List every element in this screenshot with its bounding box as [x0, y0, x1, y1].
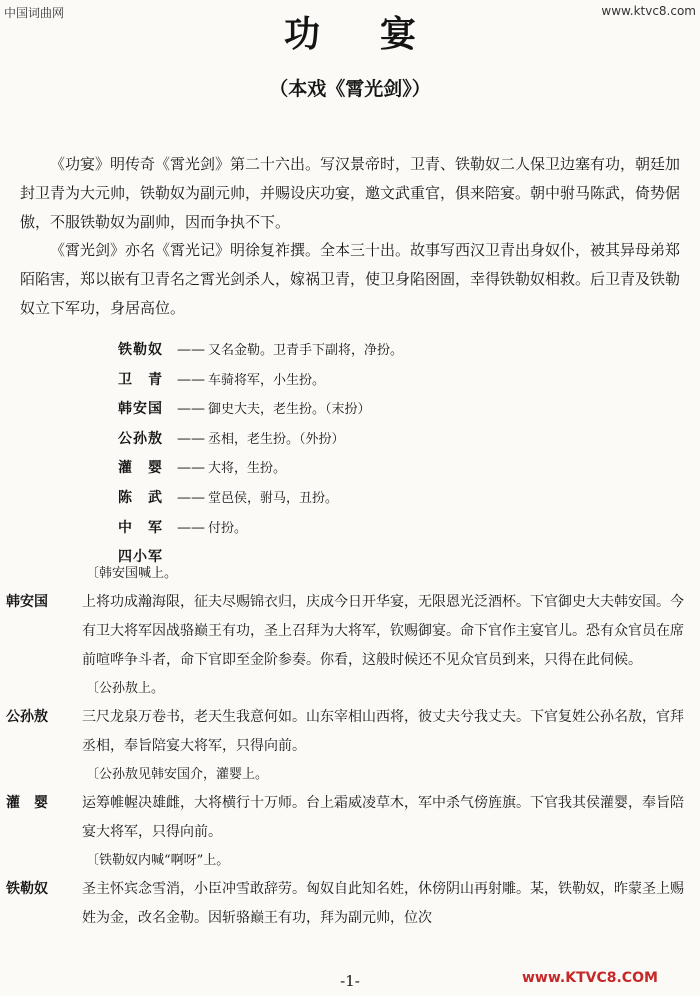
cast-role-name: 韩安国 — [118, 401, 163, 418]
speech — [0, 789, 700, 847]
cast-role-name: 灌 婴 — [118, 460, 163, 477]
cast-dash: —— — [177, 342, 205, 358]
speaker-name: 灌 婴 — [6, 795, 48, 811]
cast-role-desc: 车骑将军，小生扮。 — [208, 372, 326, 388]
watermark-site-url: www.ktvc8.com — [601, 4, 696, 18]
cast-item — [118, 366, 678, 396]
page-title: 功宴 — [283, 13, 476, 55]
watermark-site-name: 中国词曲网 — [4, 6, 65, 20]
speaker-name: 韩安国 — [6, 594, 48, 610]
cast-item — [118, 484, 678, 514]
cast-role-name: 中 军 — [118, 519, 163, 536]
stage-direction: 〔公孙敖见韩安国介，灌婴上。 — [86, 767, 269, 782]
cast-role-name: 铁勒奴 — [118, 342, 163, 358]
cast-dash: —— — [177, 430, 205, 447]
speech — [0, 588, 700, 675]
cast-dash: —— — [177, 460, 205, 477]
cast-role-desc: 御史大夫，老生扮。（末扮） — [208, 402, 371, 418]
cast-item — [118, 395, 678, 425]
stage-direction: 〔公孙敖上。 — [86, 681, 165, 696]
stage-direction: 〔韩安国喊上。 — [86, 566, 178, 581]
speech — [0, 875, 700, 933]
speech-text: 三尺龙泉万卷书，老天生我意何如。山东宰相山西将，彼丈夫兮我丈夫。下官复姓公孙名敖，官拜丞相，奉旨陪宴大将军，只得向前。 — [82, 709, 684, 754]
cast-role-desc: 丞相，老生扮。（外扮） — [208, 431, 345, 447]
cast-role-name: 四小军 — [118, 549, 163, 566]
cast-dash: —— — [177, 371, 205, 388]
cast-item — [118, 336, 678, 366]
cast-role-desc: 又名金勒。卫青手下副将，净扮。 — [208, 343, 404, 358]
speaker-name: 铁勒奴 — [6, 881, 48, 897]
speech-text: 运筹帷幄决雄雌，大将横行十万师。台上霜威凌草木，军中杀气傍旌旗。下官我其侯灌婴，奉旨陪宴大将军，只得向前。 — [82, 795, 684, 840]
cast-dash: —— — [177, 489, 205, 506]
cast-dash: —— — [177, 519, 205, 536]
cast-role-desc: 付扮。 — [208, 520, 248, 536]
cast-item — [118, 454, 678, 484]
cast-role-name: 公孙敖 — [118, 430, 163, 447]
page-subtitle: （本戏《霄光剑》） — [269, 78, 431, 100]
cast-role-name: 卫 青 — [118, 371, 163, 388]
page-number: -1- — [340, 972, 360, 990]
speaker-name: 公孙敖 — [6, 709, 48, 725]
cast-role-name: 陈 武 — [118, 489, 163, 506]
cast-list — [118, 336, 678, 573]
intro-paragraph: 《功宴》明传奇《霄光剑》第二十六出。写汉景帝时，卫青、铁勒奴二人保卫边塞有功，朝廷加封卫青为大元帅，铁勒奴为副元帅，并赐设庆功宴，邀文武重官，俱来陪宴。朝中驸马陈武，倚势倨傲，不服铁勒奴为副帅，因而争执不下。 — [20, 155, 681, 231]
dialogue-section — [0, 560, 700, 933]
cast-item — [118, 514, 678, 544]
intro-paragraph: 《霄光剑》亦名《霄光记》明徐复祚撰。全本三十出。故事写西汉卫青出身奴仆，被其异母弟郑陌陷害，郑以嵌有卫青名之霄光剑杀人，嫁祸卫青，使卫身陷囹圄，幸得铁勒奴相救。后卫青及铁勒奴立下军功，身居高位。 — [20, 241, 681, 317]
cast-item — [118, 425, 678, 455]
speech-text: 上将功成瀚海限，征夫尽赐锦衣归，庆成今日开华宴，无限恩光泛酒杯。下官御史大夫韩安国。今有卫大将军因战骆巅王有功，圣上召拜为大将军，钦赐御宴。命下官作主宴官儿。恐有众官员在席前喧哗争斗者，命下官即至金阶参奏。你看，这般时候还不见众官员到来，只得在此伺候。 — [82, 594, 684, 668]
speech-text: 圣主怀宾念雪消，小臣冲雪敢辞劳。匈奴自此知名姓，休傍阴山再射雕。某，铁勒奴，昨蒙圣上赐姓为金，改名金勒。因斩骆巅王有功，拜为副元帅，位次 — [82, 881, 684, 926]
stage-direction: 〔铁勒奴内喊“啊呀”上。 — [86, 853, 230, 868]
watermark-bottom-url: www.KTVC8.COM — [522, 970, 658, 986]
speech — [0, 703, 700, 761]
cast-dash: —— — [177, 401, 205, 418]
cast-role-desc: 堂邑侯，驸马，丑扮。 — [208, 490, 339, 506]
cast-role-desc: 大将，生扮。 — [208, 461, 287, 477]
